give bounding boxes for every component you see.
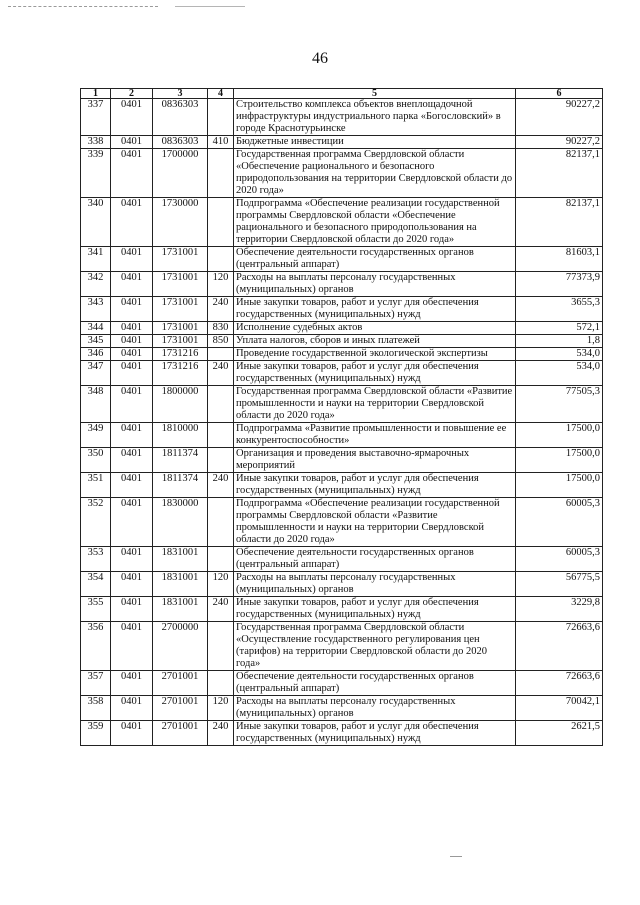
section-code-cell: 0401 <box>111 272 153 297</box>
target-article-cell: 1831001 <box>153 597 208 622</box>
row-number-cell: 346 <box>81 348 111 361</box>
expense-type-cell: 120 <box>208 696 234 721</box>
target-article-cell: 1731001 <box>153 335 208 348</box>
item-name-cell: Проведение государственной экологической экспертизы <box>234 348 516 361</box>
item-name-cell: Обеспечение деятельности государственных органов (центральный аппарат) <box>234 247 516 272</box>
section-code-cell: 0401 <box>111 671 153 696</box>
target-article-cell: 0836303 <box>153 99 208 136</box>
item-name-cell: Организация и проведения выставочно-ярмарочных мероприятий <box>234 448 516 473</box>
target-article-cell: 2701001 <box>153 696 208 721</box>
amount-cell: 72663,6 <box>516 671 603 696</box>
target-article-cell: 1731001 <box>153 247 208 272</box>
target-article-cell: 1811374 <box>153 473 208 498</box>
amount-cell: 82137,1 <box>516 198 603 247</box>
section-code-cell: 0401 <box>111 721 153 746</box>
column-header: 5 <box>234 89 516 99</box>
row-number-cell: 354 <box>81 572 111 597</box>
row-number-cell: 339 <box>81 149 111 198</box>
item-name-cell: Иные закупки товаров, работ и услуг для обеспечения государственных (муниципальных) нужд <box>234 361 516 386</box>
expense-type-cell <box>208 149 234 198</box>
amount-cell: 17500,0 <box>516 448 603 473</box>
row-number-cell: 357 <box>81 671 111 696</box>
column-header: 2 <box>111 89 153 99</box>
row-number-cell: 356 <box>81 622 111 671</box>
item-name-cell: Иные закупки товаров, работ и услуг для обеспечения государственных (муниципальных) нужд <box>234 297 516 322</box>
expense-type-cell <box>208 423 234 448</box>
row-number-cell: 343 <box>81 297 111 322</box>
item-name-cell: Обеспечение деятельности государственных органов (центральный аппарат) <box>234 547 516 572</box>
table-row <box>81 448 603 473</box>
section-code-cell: 0401 <box>111 297 153 322</box>
amount-cell: 77505,3 <box>516 386 603 423</box>
item-name-cell: Государственная программа Свердловской области «Обеспечение рационального и безопасного природопользования на территории Свердловской области до 2020 года» <box>234 149 516 198</box>
row-number-cell: 350 <box>81 448 111 473</box>
row-number-cell: 345 <box>81 335 111 348</box>
table-row <box>81 386 603 423</box>
item-name-cell: Исполнение судебных актов <box>234 322 516 335</box>
amount-cell: 17500,0 <box>516 473 603 498</box>
expense-type-cell <box>208 198 234 247</box>
target-article-cell: 1810000 <box>153 423 208 448</box>
section-code-cell: 0401 <box>111 547 153 572</box>
expense-type-cell <box>208 498 234 547</box>
amount-cell: 90227,2 <box>516 136 603 149</box>
column-header: 3 <box>153 89 208 99</box>
scan-artifact-line <box>8 6 158 8</box>
target-article-cell: 1731001 <box>153 297 208 322</box>
target-article-cell: 1811374 <box>153 448 208 473</box>
amount-cell: 3655,3 <box>516 297 603 322</box>
item-name-cell: Расходы на выплаты персоналу государственных (муниципальных) органов <box>234 572 516 597</box>
expense-type-cell: 120 <box>208 572 234 597</box>
section-code-cell: 0401 <box>111 498 153 547</box>
item-name-cell: Расходы на выплаты персоналу государственных (муниципальных) органов <box>234 696 516 721</box>
expense-type-cell <box>208 247 234 272</box>
amount-cell: 17500,0 <box>516 423 603 448</box>
target-article-cell: 1730000 <box>153 198 208 247</box>
amount-cell: 3229,8 <box>516 597 603 622</box>
row-number-cell: 358 <box>81 696 111 721</box>
table-row <box>81 322 603 335</box>
section-code-cell: 0401 <box>111 473 153 498</box>
amount-cell: 572,1 <box>516 322 603 335</box>
row-number-cell: 347 <box>81 361 111 386</box>
row-number-cell: 344 <box>81 322 111 335</box>
target-article-cell: 2701001 <box>153 721 208 746</box>
row-number-cell: 352 <box>81 498 111 547</box>
row-number-cell: 348 <box>81 386 111 423</box>
table-row <box>81 272 603 297</box>
row-number-cell: 337 <box>81 99 111 136</box>
row-number-cell: 338 <box>81 136 111 149</box>
section-code-cell: 0401 <box>111 247 153 272</box>
section-code-cell: 0401 <box>111 136 153 149</box>
item-name-cell: Обеспечение деятельности государственных органов (центральный аппарат) <box>234 671 516 696</box>
item-name-cell: Подпрограмма «Обеспечение реализации государственной программы Свердловской области «Обеспечение рационального и безопасного природопользования на территории Свердловской области до 2020 года» <box>234 198 516 247</box>
target-article-cell: 1831001 <box>153 547 208 572</box>
section-code-cell: 0401 <box>111 597 153 622</box>
amount-cell: 82137,1 <box>516 149 603 198</box>
target-article-cell: 0836303 <box>153 136 208 149</box>
budget-table <box>80 88 603 746</box>
row-number-cell: 341 <box>81 247 111 272</box>
target-article-cell: 1831001 <box>153 572 208 597</box>
table-row <box>81 498 603 547</box>
expense-type-cell: 240 <box>208 597 234 622</box>
expense-type-cell: 120 <box>208 272 234 297</box>
table-row <box>81 335 603 348</box>
target-article-cell: 1700000 <box>153 149 208 198</box>
item-name-cell: Государственная программа Свердловской области «Развитие промышленности и науки на территории Свердловской области до 2020 года» <box>234 386 516 423</box>
expense-type-cell <box>208 671 234 696</box>
column-header: 6 <box>516 89 603 99</box>
scan-artifact-line <box>175 6 245 8</box>
expense-type-cell: 240 <box>208 297 234 322</box>
scan-artifact-line <box>450 856 462 857</box>
section-code-cell: 0401 <box>111 198 153 247</box>
table-row <box>81 423 603 448</box>
amount-cell: 2621,5 <box>516 721 603 746</box>
table-row <box>81 297 603 322</box>
target-article-cell: 1731001 <box>153 272 208 297</box>
target-article-cell: 1830000 <box>153 498 208 547</box>
row-number-cell: 355 <box>81 597 111 622</box>
item-name-cell: Иные закупки товаров, работ и услуг для обеспечения государственных (муниципальных) нужд <box>234 721 516 746</box>
target-article-cell: 1731216 <box>153 361 208 386</box>
page-number: 46 <box>312 50 328 67</box>
item-name-cell: Бюджетные инвестиции <box>234 136 516 149</box>
target-article-cell: 1800000 <box>153 386 208 423</box>
section-code-cell: 0401 <box>111 149 153 198</box>
amount-cell: 60005,3 <box>516 498 603 547</box>
target-article-cell: 2700000 <box>153 622 208 671</box>
expense-type-cell <box>208 547 234 572</box>
column-header: 1 <box>81 89 111 99</box>
expense-type-cell: 410 <box>208 136 234 149</box>
item-name-cell: Расходы на выплаты персоналу государственных (муниципальных) органов <box>234 272 516 297</box>
section-code-cell: 0401 <box>111 335 153 348</box>
amount-cell: 60005,3 <box>516 547 603 572</box>
expense-type-cell <box>208 448 234 473</box>
amount-cell: 81603,1 <box>516 247 603 272</box>
section-code-cell: 0401 <box>111 448 153 473</box>
item-name-cell: Иные закупки товаров, работ и услуг для обеспечения государственных (муниципальных) нужд <box>234 597 516 622</box>
table-row <box>81 247 603 272</box>
expense-type-cell <box>208 386 234 423</box>
expense-type-cell <box>208 348 234 361</box>
expense-type-cell <box>208 622 234 671</box>
row-number-cell: 359 <box>81 721 111 746</box>
table-header-row <box>81 89 603 99</box>
item-name-cell: Иные закупки товаров, работ и услуг для обеспечения государственных (муниципальных) нужд <box>234 473 516 498</box>
row-number-cell: 349 <box>81 423 111 448</box>
item-name-cell: Строительство комплекса объектов внеплощадочной инфраструктуры индустриального парка «Богословский» в городе Краснотурьинске <box>234 99 516 136</box>
row-number-cell: 342 <box>81 272 111 297</box>
table-row <box>81 622 603 671</box>
section-code-cell: 0401 <box>111 99 153 136</box>
target-article-cell: 1731216 <box>153 348 208 361</box>
section-code-cell: 0401 <box>111 696 153 721</box>
expense-type-cell: 240 <box>208 721 234 746</box>
amount-cell: 70042,1 <box>516 696 603 721</box>
amount-cell: 72663,6 <box>516 622 603 671</box>
amount-cell: 534,0 <box>516 348 603 361</box>
row-number-cell: 340 <box>81 198 111 247</box>
row-number-cell: 351 <box>81 473 111 498</box>
expense-type-cell: 240 <box>208 361 234 386</box>
expense-type-cell: 240 <box>208 473 234 498</box>
amount-cell: 90227,2 <box>516 99 603 136</box>
section-code-cell: 0401 <box>111 322 153 335</box>
table-row <box>81 696 603 721</box>
table-row <box>81 149 603 198</box>
item-name-cell: Уплата налогов, сборов и иных платежей <box>234 335 516 348</box>
section-code-cell: 0401 <box>111 386 153 423</box>
amount-cell: 1,8 <box>516 335 603 348</box>
table-row <box>81 721 603 746</box>
table-body <box>81 99 603 746</box>
section-code-cell: 0401 <box>111 361 153 386</box>
amount-cell: 77373,9 <box>516 272 603 297</box>
section-code-cell: 0401 <box>111 423 153 448</box>
table-row <box>81 198 603 247</box>
amount-cell: 56775,5 <box>516 572 603 597</box>
table-row <box>81 348 603 361</box>
target-article-cell: 1731001 <box>153 322 208 335</box>
table-row <box>81 572 603 597</box>
expense-type-cell: 830 <box>208 322 234 335</box>
section-code-cell: 0401 <box>111 622 153 671</box>
column-header: 4 <box>208 89 234 99</box>
table-row <box>81 99 603 136</box>
section-code-cell: 0401 <box>111 572 153 597</box>
item-name-cell: Подпрограмма «Развитие промышленности и повышение ее конкурентоспособности» <box>234 423 516 448</box>
item-name-cell: Государственная программа Свердловской области «Осуществление государственного регулирования цен (тарифов) на территории Свердловской области до 2020 года» <box>234 622 516 671</box>
table-row <box>81 671 603 696</box>
row-number-cell: 353 <box>81 547 111 572</box>
section-code-cell: 0401 <box>111 348 153 361</box>
expense-type-cell: 850 <box>208 335 234 348</box>
table-row <box>81 597 603 622</box>
target-article-cell: 2701001 <box>153 671 208 696</box>
table-row <box>81 361 603 386</box>
amount-cell: 534,0 <box>516 361 603 386</box>
table-row <box>81 473 603 498</box>
table-row <box>81 547 603 572</box>
item-name-cell: Подпрограмма «Обеспечение реализации государственной программы Свердловской области «Развитие промышленности и науки на территории Свердловской области до 2020 года» <box>234 498 516 547</box>
expense-type-cell <box>208 99 234 136</box>
table-row <box>81 136 603 149</box>
